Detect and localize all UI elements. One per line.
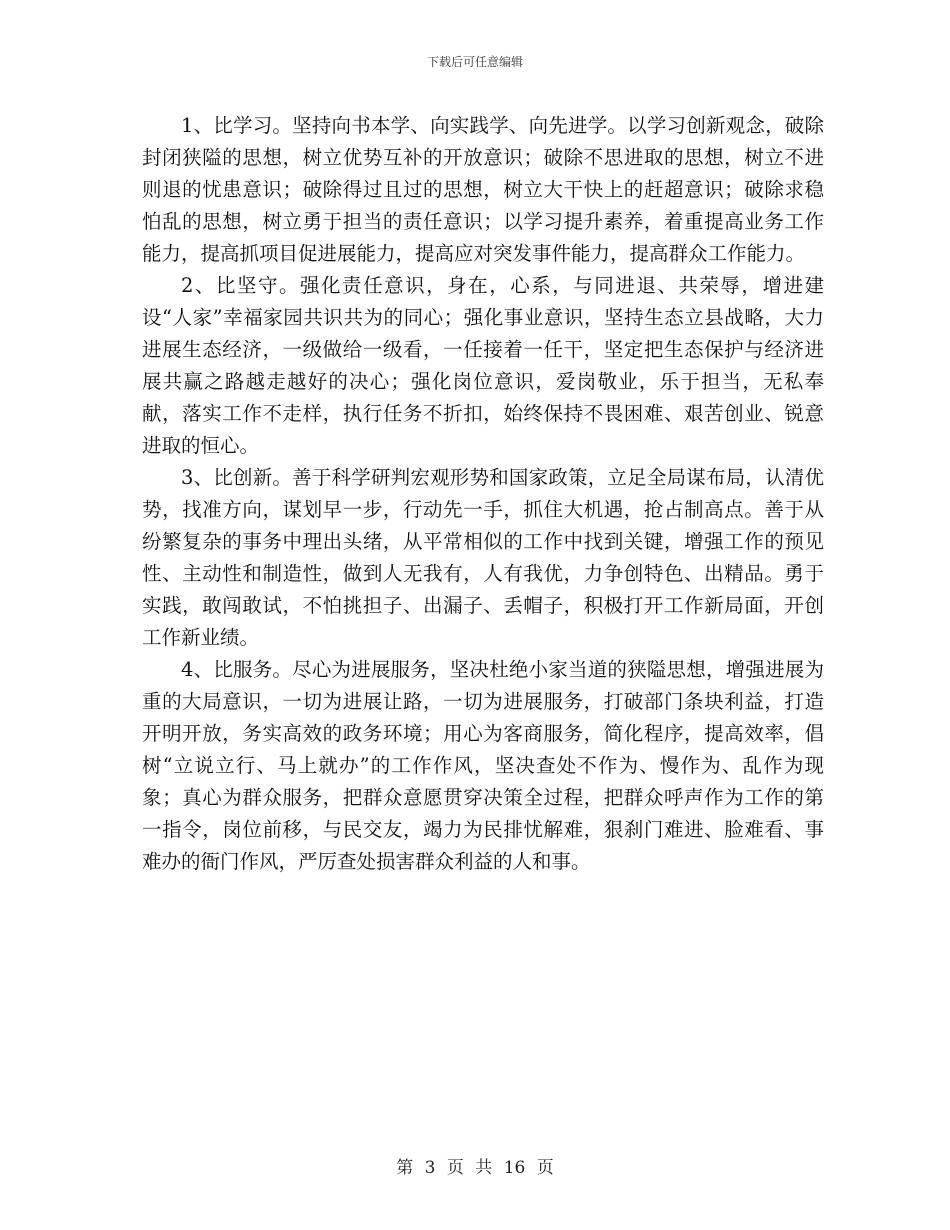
paragraph-compare-learning: 1、比学习。坚持向书本学、向实践学、向先进学。以学习创新观念，破除封闭狭隘的思想，树立优势互补的开放意识；破除不思进取的思想，树立不进则退的忧患意识；破除得过且过的思想，树立大干快上的赶超意识；破除求稳怕乱的思想，树立勇于担当的责任意识；以学习提升素养，着重提高业务工作能力，提高抓项目促进展能力，提高应对突发事件能力，提高群众工作能力。 <box>142 114 824 265</box>
header-text: 下载后可任意编辑 <box>426 55 523 69</box>
document-body <box>142 110 824 878</box>
footer-current-page: 3 <box>424 1158 436 1178</box>
footer-total-pages: 16 <box>503 1158 526 1178</box>
page-header <box>0 53 950 70</box>
footer-page-unit: 页 <box>446 1158 464 1178</box>
paragraph-compare-persistence: 2、比坚守。强化责任意识，身在，心系，与同进退、共荣辱，增进建设“人家”幸福家园共识共为的同心；强化事业意识，坚持生态立县战略，大力进展生态经济，一级做给一级看，一任接着一任干，坚定把生态保护与经济进展共赢之路越走越好的决心；强化岗位意识，爱岗敬业，乐于担当，无私奉献，落实工作不走样，执行任务不折扣，始终保持不畏困难、艰苦创业、锐意进取的恒心。 <box>142 274 824 457</box>
paragraph-compare-service: 4、比服务。尽心为进展服务，坚决杜绝小家当道的狭隘思想，增强进展为重的大局意识，一切为进展让路，一切为进展服务，打破部门条块利益，打造开明开放，务实高效的政务环境；用心为客商服务，简化程序，提高效率，倡树“立说立行、马上就办”的工作作风，坚决查处不作为、慢作为、乱作为现象；真心为群众服务，把群众意愿贯穿决策全过程，把群众呼声作为工作的第一指令，岗位前移，与民交友，竭力为民排忧解难，狠刹门难进、脸难看、事难办的衙门作风，严厉查处损害群众利益的人和事。 <box>142 658 824 873</box>
page-footer <box>0 1153 950 1178</box>
paragraph-compare-innovation: 3、比创新。善于科学研判宏观形势和国家政策，立足全局谋布局，认清优势，找准方向，谋划早一步，行动先一手，抓住大机遇，抢占制高点。善于从纷繁复杂的事务中理出头绪，从平常相似的工作中找到关键，增强工作的预见性、主动性和制造性，做到人无我有，人有我优，力争创特色、出精品。勇于实践，敢闯敢试，不怕挑担子、出漏子、丢帽子，积极打开工作新局面，开创工作新业绩。 <box>142 466 824 649</box>
footer-page-label: 第 <box>396 1158 414 1178</box>
footer-total-label: 共 <box>475 1158 493 1178</box>
footer-total-unit: 页 <box>536 1158 554 1178</box>
